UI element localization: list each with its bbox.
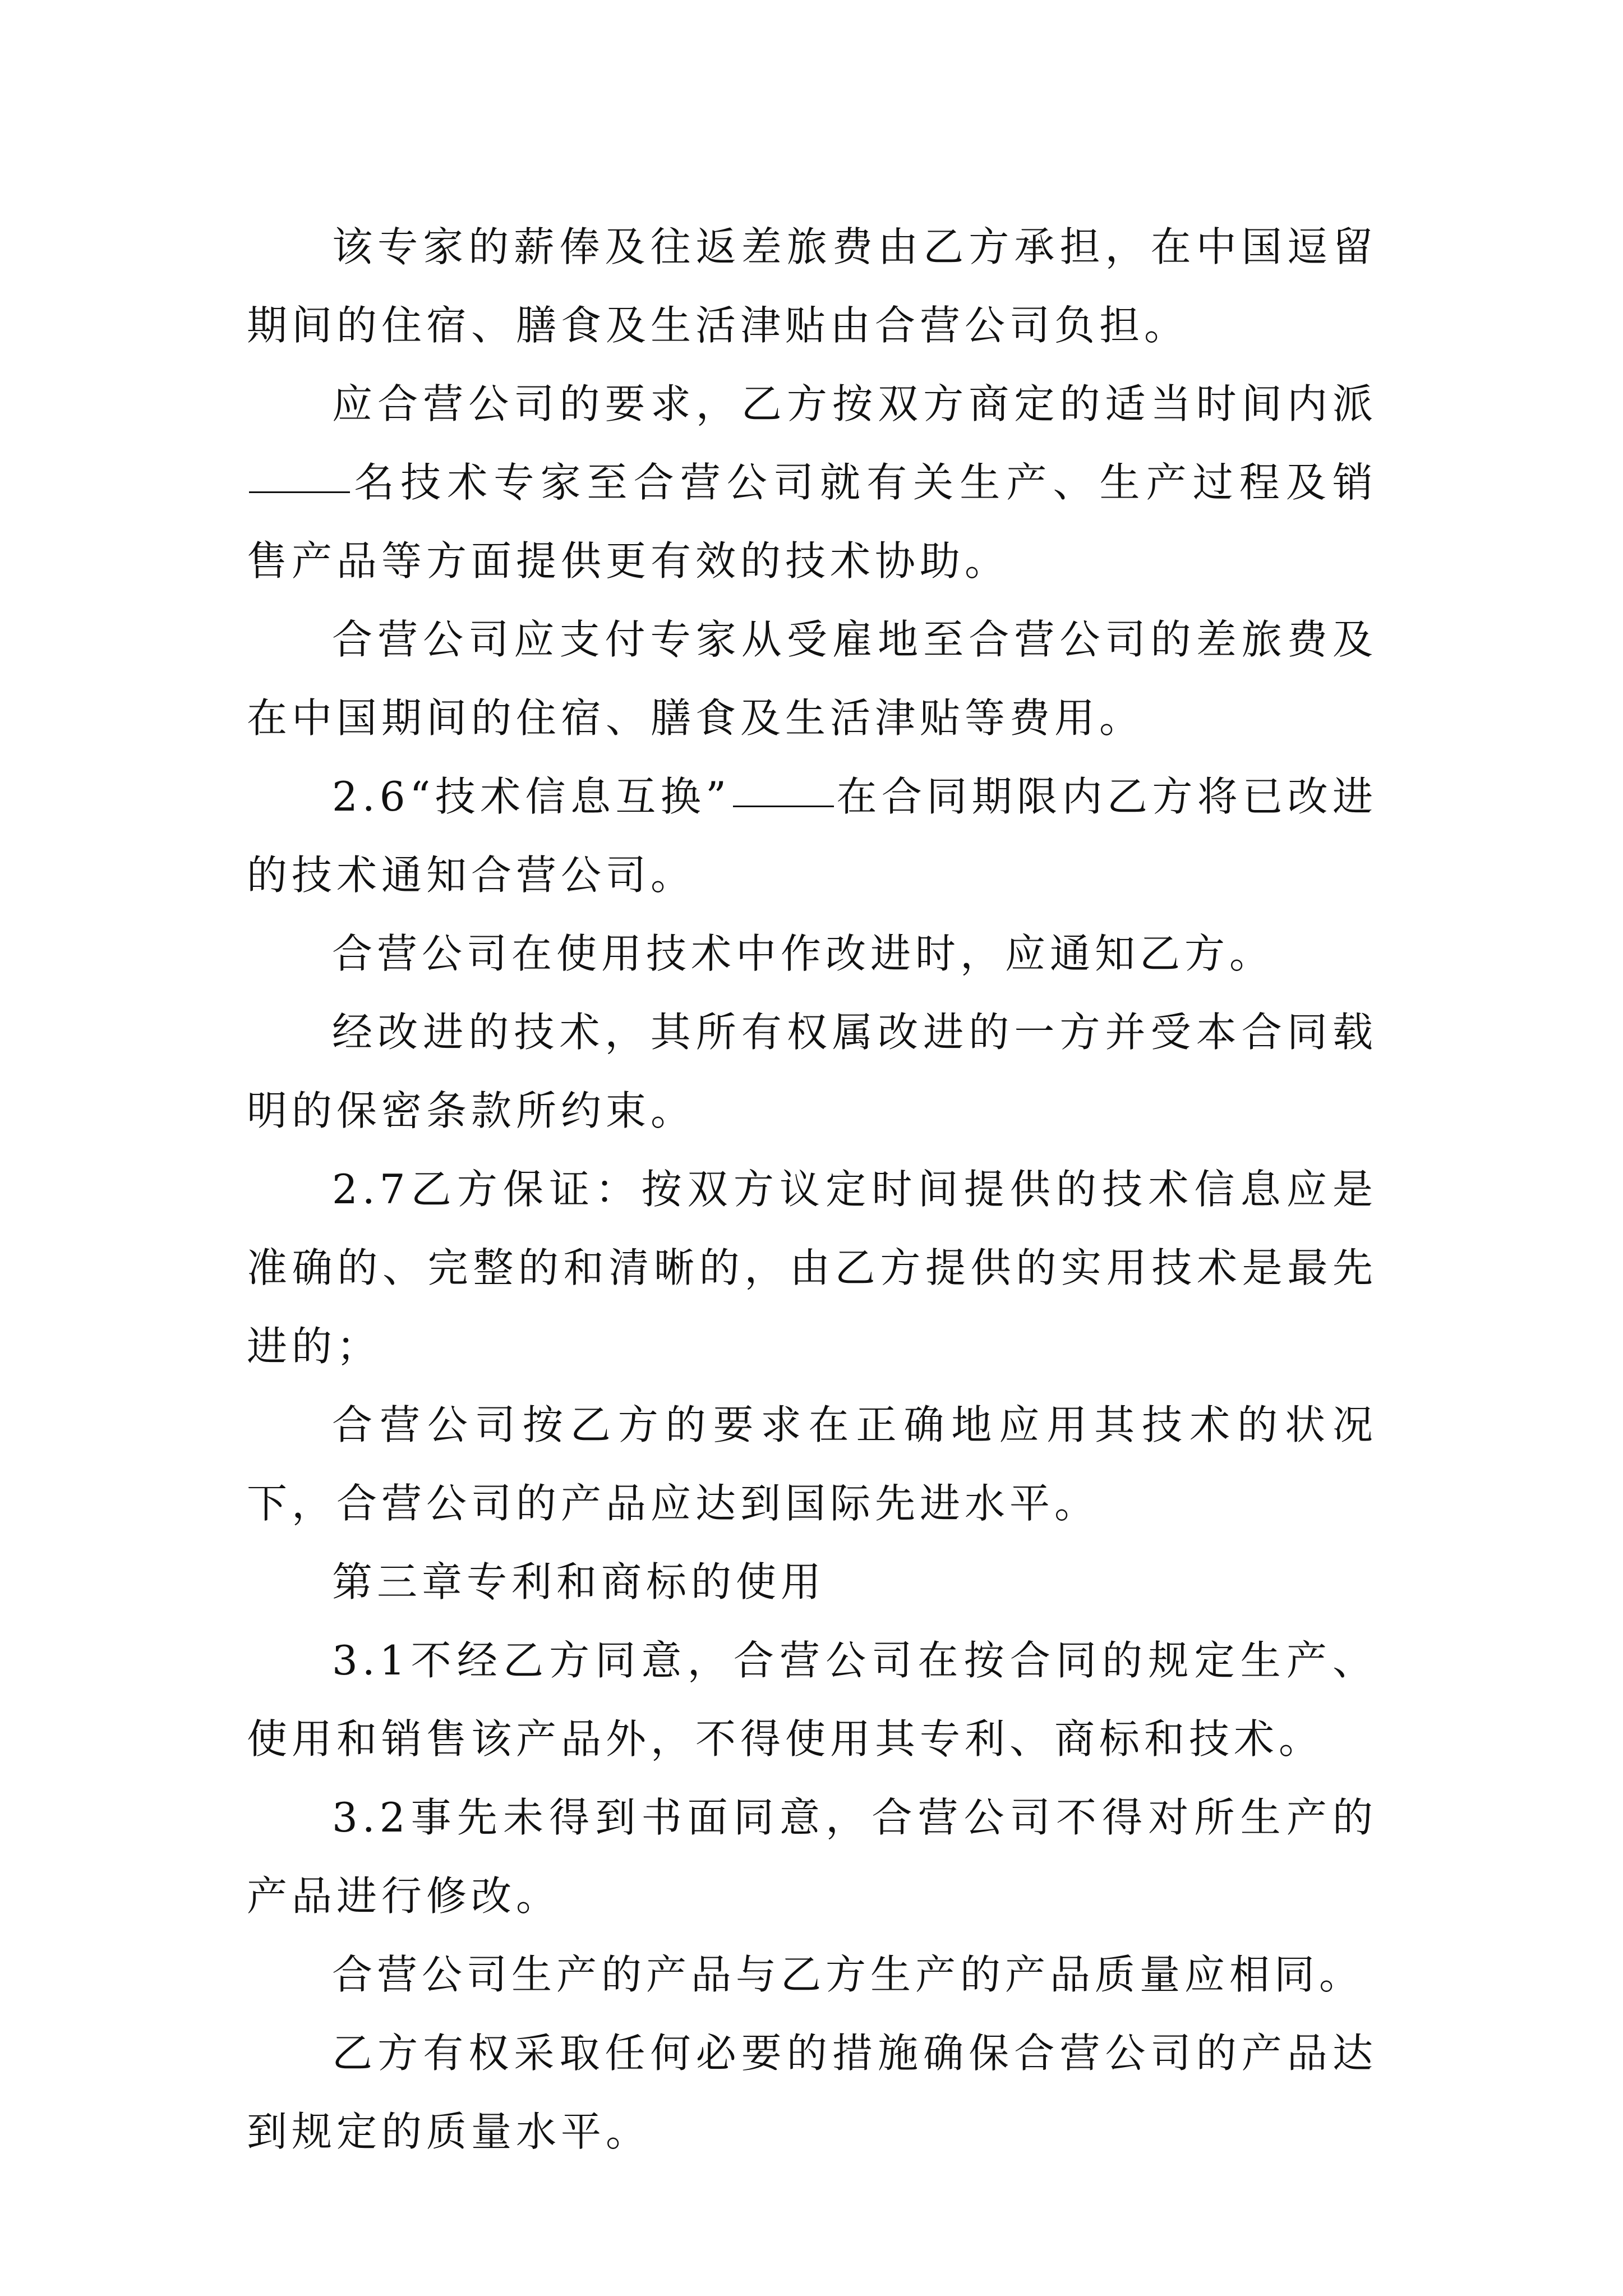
fill-in-blank	[249, 491, 350, 493]
paragraph-text: 该专家的薪俸及往返差旅费由乙方承担，在中国逗留期间的住宿、膳食及生活津贴由合营公司负担。	[247, 223, 1377, 349]
paragraph-product-level	[247, 1386, 1377, 1543]
paragraph-product-quality	[247, 1935, 1377, 2014]
paragraph-text: 2.7乙方保证：按双方议定时间提供的技术信息应是准确的、完整的和清晰的，由乙方提供的实用技术是最先进的；	[247, 1166, 1377, 1370]
document-body	[247, 208, 1377, 2171]
paragraph-text: 合营公司应支付专家从受雇地至合营公司的差旅费及在中国期间的住宿、膳食及生活津贴等费用。	[247, 616, 1377, 742]
paragraph-text: 乙方有权采取任何必要的措施确保合营公司的产品达到规定的质量水平。	[247, 2030, 1377, 2155]
paragraph-2-6-info-exchange	[247, 757, 1377, 914]
fill-in-blank	[733, 806, 834, 807]
paragraph-text: 合营公司按乙方的要求在正确地应用其技术的状况下，合营公司的产品应达到国际先进水平。	[247, 1401, 1377, 1527]
paragraph-improved-tech-ownership	[247, 993, 1377, 1150]
paragraph-notify-party-b	[247, 914, 1377, 993]
paragraph-text: 3.1不经乙方同意，合营公司在按合同的规定生产、使用和销售该产品外，不得使用其专利、商标和技术。	[247, 1637, 1377, 1763]
paragraph-travel-expenses	[247, 600, 1377, 757]
paragraph-text: 名技术专家至合营公司就有关生产、生产过程及销售产品等方面提供更有效的技术协助。	[247, 459, 1377, 585]
paragraph-text: 合营公司在使用技术中作改进时，应通知乙方。	[332, 930, 1275, 977]
paragraph-3-2	[247, 1778, 1377, 1935]
paragraph-technical-experts	[247, 365, 1377, 600]
paragraph-quality-measures	[247, 2014, 1377, 2171]
paragraph-text: 3.2事先未得到书面同意，合营公司不得对所生产的产品进行修改。	[247, 1794, 1377, 1920]
paragraph-2-7-warranty	[247, 1150, 1377, 1386]
paragraph-text: 合营公司生产的产品与乙方生产的产品质量应相同。	[332, 1951, 1364, 1998]
paragraph-3-1	[247, 1621, 1377, 1778]
paragraph-text: 应合营公司的要求，乙方按双方商定的适当时间内派	[332, 380, 1377, 427]
paragraph-text: 2.6“技术信息互换”	[332, 773, 731, 820]
heading-text: 第三章专利和商标的使用	[332, 1558, 826, 1605]
paragraph-text: 经改进的技术，其所有权属改进的一方并受本合同载明的保密条款所约束。	[247, 1009, 1377, 1134]
chapter-3-heading	[247, 1543, 1377, 1621]
paragraph-expert-salary	[247, 208, 1377, 365]
paragraph-text: 在合同期限内乙方将已改进的技术通知合营公司。	[247, 773, 1377, 899]
